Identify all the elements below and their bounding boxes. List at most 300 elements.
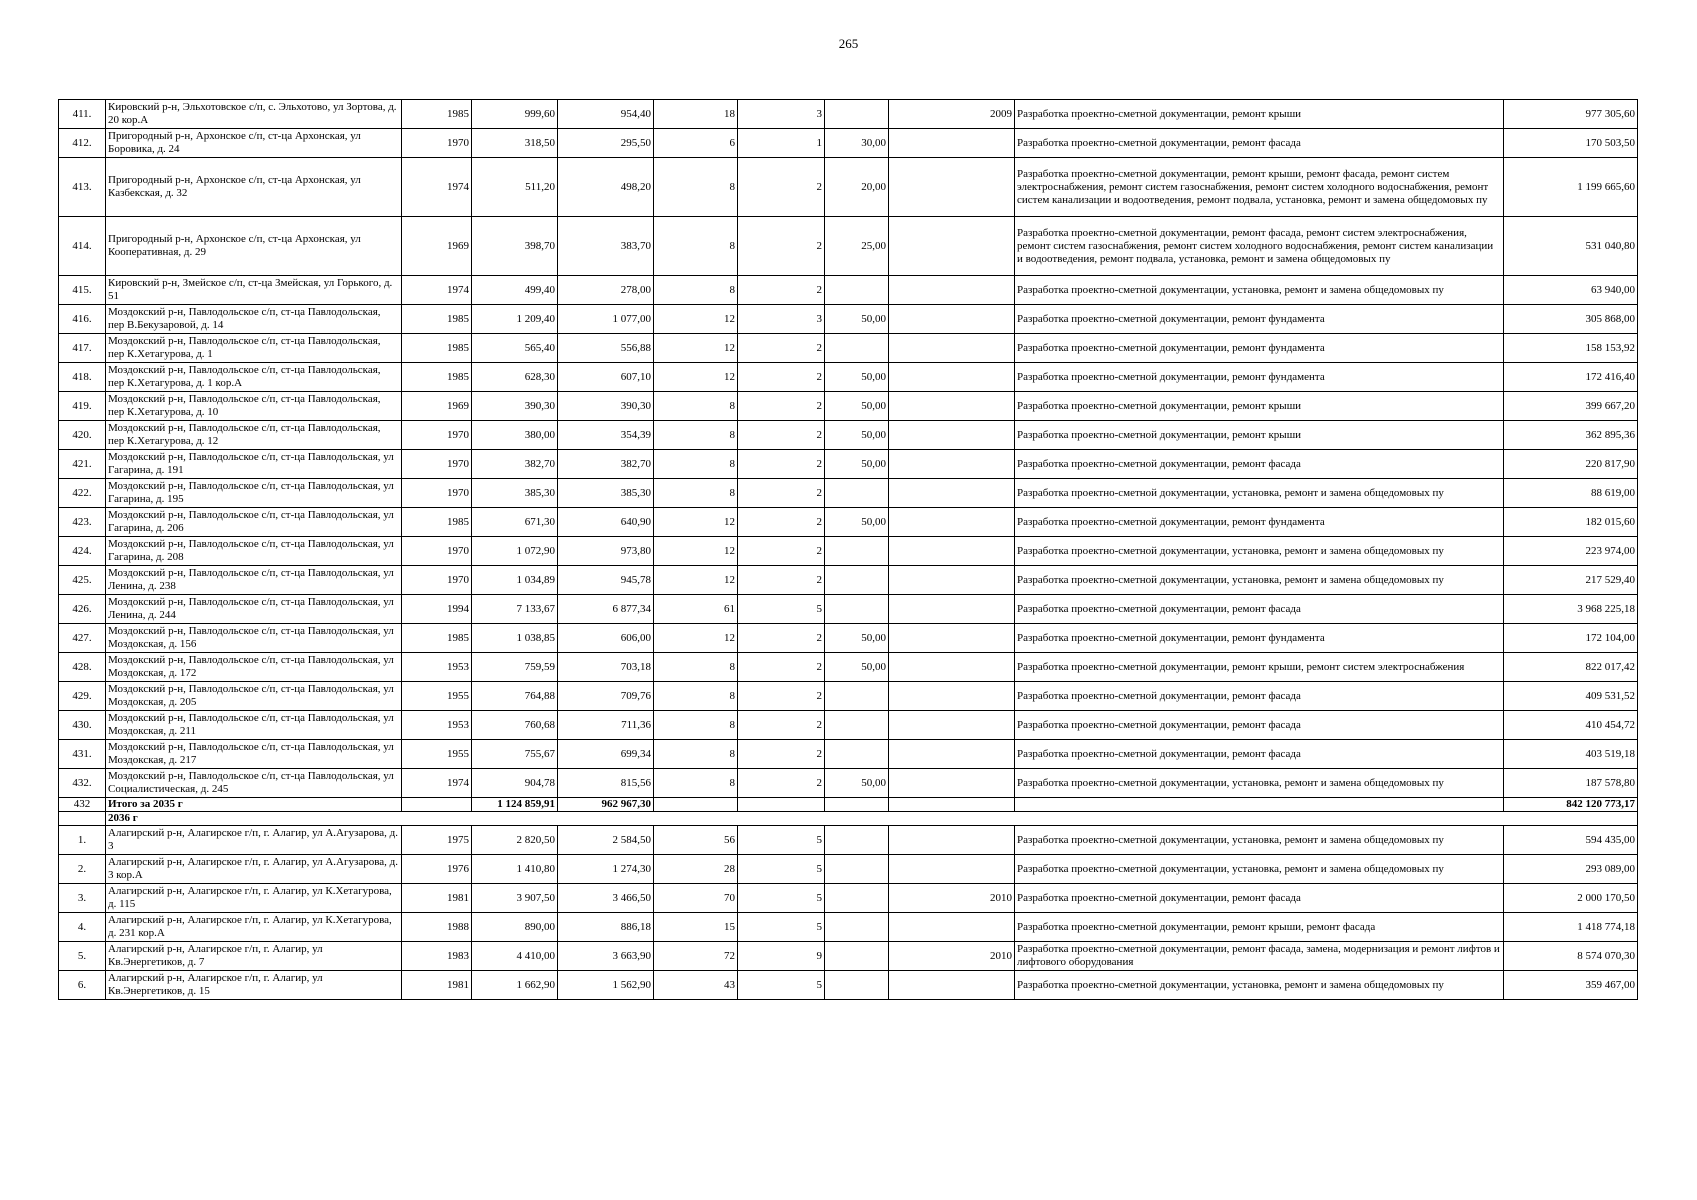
living-area-cell: 498,20 [558,158,654,217]
row-number: 413. [59,158,106,217]
year-cell: 1985 [402,363,472,392]
address-cell: Пригородный р-н, Архонское с/п, ст-ца Архонская, ул Боровика, д. 24 [106,129,402,158]
table-row [59,595,1638,624]
cost-cell: 531 040,80 [1504,217,1638,276]
table-row [59,740,1638,769]
floors-cell: 2 [738,682,825,711]
total-area-cell: 1 034,89 [472,566,558,595]
total-area-cell: 4 410,00 [472,942,558,971]
count-cell: 12 [654,566,738,595]
percent-cell [825,682,889,711]
count-cell: 8 [654,450,738,479]
last-repair-year-cell [889,158,1015,217]
cost-cell: 172 416,40 [1504,363,1638,392]
empty-cell [59,812,106,826]
cost-cell: 594 435,00 [1504,826,1638,855]
total-area-cell: 3 907,50 [472,884,558,913]
living-area-cell: 3 466,50 [558,884,654,913]
address-cell: Моздокский р-н, Павлодольское с/п, ст-ца Павлодольская, ул Ленина, д. 244 [106,595,402,624]
last-repair-year-cell [889,276,1015,305]
address-cell: Моздокский р-н, Павлодольское с/п, ст-ца Павлодольская, ул Моздокская, д. 172 [106,653,402,682]
work-description-cell: Разработка проектно-сметной документации, установка, ремонт и замена общедомовых пу [1015,855,1504,884]
address-cell: Моздокский р-н, Павлодольское с/п, ст-ца Павлодольская, пер К.Хетагурова, д. 10 [106,392,402,421]
floors-cell: 1 [738,129,825,158]
living-area-cell: 383,70 [558,217,654,276]
percent-cell: 50,00 [825,421,889,450]
address-cell: Моздокский р-н, Павлодольское с/п, ст-ца Павлодольская, пер К.Хетагурова, д. 12 [106,421,402,450]
year-cell: 1970 [402,537,472,566]
address-cell: Моздокский р-н, Павлодольское с/п, ст-ца Павлодольская, пер К.Хетагурова, д. 1 [106,334,402,363]
last-repair-year-cell [889,971,1015,1000]
floors-cell: 2 [738,334,825,363]
percent-cell [825,942,889,971]
living-area-cell: 295,50 [558,129,654,158]
row-number: 2. [59,855,106,884]
total-area-cell: 904,78 [472,769,558,798]
total-area-cell: 999,60 [472,100,558,129]
floors-cell: 2 [738,276,825,305]
last-repair-year-cell [889,421,1015,450]
percent-cell: 30,00 [825,129,889,158]
year-cell: 1955 [402,740,472,769]
row-number: 412. [59,129,106,158]
cost-cell: 88 619,00 [1504,479,1638,508]
year-cell: 1953 [402,711,472,740]
year-cell: 1970 [402,479,472,508]
address-cell: Моздокский р-н, Павлодольское с/п, ст-ца Павлодольская, ул Моздокская, д. 217 [106,740,402,769]
floors-cell: 2 [738,421,825,450]
last-repair-year-cell: 2009 [889,100,1015,129]
address-cell: Алагирский р-н, Алагирское г/п, г. Алагир, ул К.Хетагурова, д. 231 кор.А [106,913,402,942]
floors-cell: 2 [738,624,825,653]
living-area-cell: 711,36 [558,711,654,740]
living-area-cell: 1 562,90 [558,971,654,1000]
table-row [59,566,1638,595]
last-repair-year-cell [889,334,1015,363]
year-cell: 1975 [402,826,472,855]
living-area-cell: 390,30 [558,392,654,421]
work-description-cell: Разработка проектно-сметной документации, ремонт фундамента [1015,624,1504,653]
floors-cell: 5 [738,971,825,1000]
last-repair-year-cell [889,566,1015,595]
cost-cell: 822 017,42 [1504,653,1638,682]
year-cell: 1955 [402,682,472,711]
work-description-cell: Разработка проектно-сметной документации, установка, ремонт и замена общедомовых пу [1015,479,1504,508]
last-repair-year-cell [889,129,1015,158]
floors-cell: 5 [738,913,825,942]
last-repair-year-cell [889,595,1015,624]
table-body [59,100,1638,1000]
floors-cell: 2 [738,158,825,217]
cost-cell: 187 578,80 [1504,769,1638,798]
living-area-cell: 886,18 [558,913,654,942]
address-cell: Моздокский р-н, Павлодольское с/п, ст-ца Павлодольская, ул Социалистическая, д. 245 [106,769,402,798]
floors-cell: 2 [738,450,825,479]
count-cell: 12 [654,624,738,653]
total-living-area-cell: 962 967,30 [558,798,654,812]
living-area-cell: 815,56 [558,769,654,798]
total-area-cell: 318,50 [472,129,558,158]
row-number: 422. [59,479,106,508]
row-number: 420. [59,421,106,450]
table-row [59,884,1638,913]
table-row [59,450,1638,479]
living-area-cell: 2 584,50 [558,826,654,855]
year-cell: 1981 [402,971,472,1000]
living-area-cell: 556,88 [558,334,654,363]
page-number: 265 [838,36,859,51]
floors-cell: 5 [738,595,825,624]
repair-register-table [58,99,1638,1000]
empty-cell [654,798,738,812]
year-cell: 1970 [402,129,472,158]
cost-cell: 362 895,36 [1504,421,1638,450]
work-description-cell: Разработка проектно-сметной документации, установка, ремонт и замена общедомовых пу [1015,769,1504,798]
floors-cell: 3 [738,305,825,334]
cost-cell: 2 000 170,50 [1504,884,1638,913]
percent-cell [825,479,889,508]
count-cell: 6 [654,129,738,158]
address-cell: Моздокский р-н, Павлодольское с/п, ст-ца Павлодольская, ул Моздокская, д. 211 [106,711,402,740]
year-cell: 1953 [402,653,472,682]
row-number: 429. [59,682,106,711]
table-row [59,855,1638,884]
total-area-cell: 380,00 [472,421,558,450]
last-repair-year-cell [889,769,1015,798]
address-cell: Моздокский р-н, Павлодольское с/п, ст-ца Павлодольская, пер К.Хетагурова, д. 1 кор.А [106,363,402,392]
living-area-cell: 382,70 [558,450,654,479]
last-repair-year-cell [889,624,1015,653]
row-number: 418. [59,363,106,392]
empty-cell [889,798,1015,812]
count-cell: 12 [654,508,738,537]
count-cell: 8 [654,740,738,769]
living-area-cell: 699,34 [558,740,654,769]
floors-cell: 2 [738,769,825,798]
percent-cell [825,566,889,595]
total-area-cell: 398,70 [472,217,558,276]
floors-cell: 2 [738,479,825,508]
percent-cell: 50,00 [825,624,889,653]
count-cell: 72 [654,942,738,971]
year-cell: 1985 [402,100,472,129]
last-repair-year-cell [889,392,1015,421]
year-cell: 1983 [402,942,472,971]
floors-cell: 2 [738,566,825,595]
work-description-cell: Разработка проектно-сметной документации, ремонт крыши, ремонт фасада, ремонт систем электроснабжения, ремонт систем газоснабжения, ремонт систем холодного водоснабжения, ремонт систем канализации и водоотведения, ремонт подвала, установка, ремонт и замена общедомовых пу [1015,158,1504,217]
count-cell: 8 [654,392,738,421]
table-row [59,305,1638,334]
address-cell: Кировский р-н, Змейское с/п, ст-ца Змейская, ул Горького, д. 51 [106,276,402,305]
floors-cell: 3 [738,100,825,129]
floors-cell: 5 [738,826,825,855]
row-number: 5. [59,942,106,971]
work-description-cell: Разработка проектно-сметной документации, ремонт фасада [1015,595,1504,624]
work-description-cell: Разработка проектно-сметной документации, ремонт фасада, замена, модернизация и ремонт лифтов и лифтового оборудования [1015,942,1504,971]
table-row [59,363,1638,392]
year-cell: 1985 [402,334,472,363]
year-cell: 1974 [402,276,472,305]
address-cell: Алагирский р-н, Алагирское г/п, г. Алагир, ул К.Хетагурова, д. 115 [106,884,402,913]
address-cell: Алагирский р-н, Алагирское г/п, г. Алагир, ул Кв.Энергетиков, д. 15 [106,971,402,1000]
count-cell: 12 [654,537,738,566]
percent-cell: 50,00 [825,363,889,392]
work-description-cell: Разработка проектно-сметной документации, установка, ремонт и замена общедомовых пу [1015,566,1504,595]
percent-cell [825,971,889,1000]
percent-cell [825,334,889,363]
total-area-cell: 499,40 [472,276,558,305]
empty-cell [738,798,825,812]
cost-cell: 223 974,00 [1504,537,1638,566]
count-cell: 8 [654,682,738,711]
cost-cell: 182 015,60 [1504,508,1638,537]
total-area-cell: 511,20 [472,158,558,217]
year-cell: 1985 [402,508,472,537]
living-area-cell: 385,30 [558,479,654,508]
address-cell: Моздокский р-н, Павлодольское с/п, ст-ца Павлодольская, ул Моздокская, д. 205 [106,682,402,711]
row-number: 411. [59,100,106,129]
total-area-cell: 390,30 [472,392,558,421]
percent-cell [825,740,889,769]
floors-cell: 5 [738,884,825,913]
work-description-cell: Разработка проектно-сметной документации, ремонт фундамента [1015,334,1504,363]
percent-cell [825,711,889,740]
work-description-cell: Разработка проектно-сметной документации, ремонт фасада [1015,129,1504,158]
empty-cell [1015,798,1504,812]
table-row [59,537,1638,566]
living-area-cell: 1 274,30 [558,855,654,884]
last-repair-year-cell [889,479,1015,508]
table-row [59,711,1638,740]
year-cell: 1985 [402,624,472,653]
empty-cell [402,798,472,812]
cost-cell: 8 574 070,30 [1504,942,1638,971]
address-cell: Моздокский р-н, Павлодольское с/п, ст-ца Павлодольская, ул Гагарина, д. 191 [106,450,402,479]
table-row [59,682,1638,711]
percent-cell: 50,00 [825,305,889,334]
count-cell: 43 [654,971,738,1000]
floors-cell: 5 [738,855,825,884]
year-cell: 1981 [402,884,472,913]
floors-cell: 2 [738,217,825,276]
year-cell: 1970 [402,450,472,479]
address-cell: Алагирский р-н, Алагирское г/п, г. Алагир, ул Кв.Энергетиков, д. 7 [106,942,402,971]
year-cell: 1988 [402,913,472,942]
living-area-cell: 606,00 [558,624,654,653]
empty-cell [825,798,889,812]
cost-cell: 172 104,00 [1504,624,1638,653]
living-area-cell: 278,00 [558,276,654,305]
cost-cell: 170 503,50 [1504,129,1638,158]
row-number: 416. [59,305,106,334]
cost-cell: 409 531,52 [1504,682,1638,711]
percent-cell [825,595,889,624]
count-cell: 56 [654,826,738,855]
count-cell: 8 [654,769,738,798]
count-cell: 12 [654,334,738,363]
work-description-cell: Разработка проектно-сметной документации, ремонт крыши [1015,421,1504,450]
floors-cell: 2 [738,508,825,537]
address-cell: Алагирский р-н, Алагирское г/п, г. Алагир, ул А.Агузарова, д. 3 [106,826,402,855]
living-area-cell: 607,10 [558,363,654,392]
year-cell: 1970 [402,421,472,450]
total-area-cell: 385,30 [472,479,558,508]
last-repair-year-cell [889,508,1015,537]
living-area-cell: 954,40 [558,100,654,129]
last-repair-year-cell [889,217,1015,276]
cost-cell: 217 529,40 [1504,566,1638,595]
row-number: 417. [59,334,106,363]
percent-cell [825,537,889,566]
year-cell: 1985 [402,305,472,334]
cost-cell: 220 817,90 [1504,450,1638,479]
cost-cell: 1 199 665,60 [1504,158,1638,217]
count-cell: 15 [654,913,738,942]
cost-cell: 977 305,60 [1504,100,1638,129]
year-cell: 1994 [402,595,472,624]
row-number: 415. [59,276,106,305]
address-cell: Пригородный р-н, Архонское с/п, ст-ца Архонская, ул Казбекская, д. 32 [106,158,402,217]
floors-cell: 2 [738,740,825,769]
row-number: 427. [59,624,106,653]
percent-cell [825,276,889,305]
total-area-cell: 1 209,40 [472,305,558,334]
living-area-cell: 709,76 [558,682,654,711]
percent-cell [825,100,889,129]
table-row [59,624,1638,653]
address-cell: Моздокский р-н, Павлодольское с/п, ст-ца Павлодольская, ул Гагарина, д. 208 [106,537,402,566]
table-row [59,334,1638,363]
percent-cell: 25,00 [825,217,889,276]
last-repair-year-cell: 2010 [889,942,1015,971]
work-description-cell: Разработка проектно-сметной документации, ремонт фундамента [1015,508,1504,537]
row-number: 432. [59,769,106,798]
work-description-cell: Разработка проектно-сметной документации, установка, ремонт и замена общедомовых пу [1015,826,1504,855]
count-cell: 8 [654,421,738,450]
cost-cell: 63 940,00 [1504,276,1638,305]
table-row [59,913,1638,942]
year-cell: 1969 [402,392,472,421]
floors-cell: 2 [738,711,825,740]
percent-cell [825,884,889,913]
row-number: 423. [59,508,106,537]
total-cost-cell: 842 120 773,17 [1504,798,1638,812]
percent-cell [825,913,889,942]
total-area-cell: 1 072,90 [472,537,558,566]
year-section-label: 2036 г [106,812,1638,826]
total-area-cell: 759,59 [472,653,558,682]
row-number: 421. [59,450,106,479]
address-cell: Кировский р-н, Эльхотовское с/п, с. Эльхотово, ул Зортова, д. 20 кор.А [106,100,402,129]
last-repair-year-cell [889,913,1015,942]
last-repair-year-cell [889,711,1015,740]
total-area-cell: 760,68 [472,711,558,740]
count-cell: 8 [654,653,738,682]
cost-cell: 158 153,92 [1504,334,1638,363]
last-repair-year-cell [889,740,1015,769]
work-description-cell: Разработка проектно-сметной документации, ремонт фундамента [1015,305,1504,334]
table-row [59,276,1638,305]
total-count-cell: 432 [59,798,106,812]
living-area-cell: 3 663,90 [558,942,654,971]
total-area-cell: 2 820,50 [472,826,558,855]
work-description-cell: Разработка проектно-сметной документации, установка, ремонт и замена общедомовых пу [1015,276,1504,305]
address-cell: Алагирский р-н, Алагирское г/п, г. Алагир, ул А.Агузарова, д. 3 кор.А [106,855,402,884]
total-area-cell: 1 124 859,91 [472,798,558,812]
percent-cell: 50,00 [825,769,889,798]
year-cell: 1974 [402,158,472,217]
percent-cell: 20,00 [825,158,889,217]
count-cell: 28 [654,855,738,884]
count-cell: 70 [654,884,738,913]
count-cell: 8 [654,217,738,276]
percent-cell [825,826,889,855]
work-description-cell: Разработка проектно-сметной документации, ремонт фасада [1015,740,1504,769]
percent-cell: 50,00 [825,508,889,537]
address-cell: Пригородный р-н, Архонское с/п, ст-ца Архонская, ул Кооперативная, д. 29 [106,217,402,276]
total-area-cell: 565,40 [472,334,558,363]
living-area-cell: 945,78 [558,566,654,595]
address-cell: Моздокский р-н, Павлодольское с/п, ст-ца Павлодольская, ул Ленина, д. 238 [106,566,402,595]
total-area-cell: 1 038,85 [472,624,558,653]
work-description-cell: Разработка проектно-сметной документации, ремонт фасада [1015,711,1504,740]
year-section-row [59,812,1638,826]
floors-cell: 9 [738,942,825,971]
last-repair-year-cell [889,682,1015,711]
cost-cell: 3 968 225,18 [1504,595,1638,624]
cost-cell: 410 454,72 [1504,711,1638,740]
floors-cell: 2 [738,653,825,682]
living-area-cell: 703,18 [558,653,654,682]
row-number: 414. [59,217,106,276]
count-cell: 8 [654,479,738,508]
last-repair-year-cell [889,855,1015,884]
last-repair-year-cell [889,653,1015,682]
table-row [59,479,1638,508]
table-row [59,942,1638,971]
percent-cell: 50,00 [825,392,889,421]
address-cell: Моздокский р-н, Павлодольское с/п, ст-ца Павлодольская, ул Гагарина, д. 195 [106,479,402,508]
count-cell: 8 [654,276,738,305]
total-row [59,798,1638,812]
work-description-cell: Разработка проектно-сметной документации, ремонт крыши [1015,392,1504,421]
row-number: 431. [59,740,106,769]
total-area-cell: 382,70 [472,450,558,479]
last-repair-year-cell [889,305,1015,334]
count-cell: 8 [654,711,738,740]
percent-cell: 50,00 [825,653,889,682]
total-area-cell: 1 410,80 [472,855,558,884]
total-area-cell: 1 662,90 [472,971,558,1000]
table-row [59,508,1638,537]
floors-cell: 2 [738,537,825,566]
table-row [59,100,1638,129]
row-number: 430. [59,711,106,740]
percent-cell [825,855,889,884]
work-description-cell: Разработка проектно-сметной документации, ремонт крыши [1015,100,1504,129]
count-cell: 8 [654,158,738,217]
address-cell: Моздокский р-н, Павлодольское с/п, ст-ца Павлодольская, ул Гагарина, д. 206 [106,508,402,537]
table-row [59,653,1638,682]
count-cell: 12 [654,363,738,392]
total-area-cell: 671,30 [472,508,558,537]
address-cell: Моздокский р-н, Павлодольское с/п, ст-ца Павлодольская, ул Моздокская, д. 156 [106,624,402,653]
row-number: 428. [59,653,106,682]
table-row [59,971,1638,1000]
living-area-cell: 1 077,00 [558,305,654,334]
total-label-cell: Итого за 2035 г [106,798,402,812]
work-description-cell: Разработка проектно-сметной документации, ремонт фасада [1015,450,1504,479]
